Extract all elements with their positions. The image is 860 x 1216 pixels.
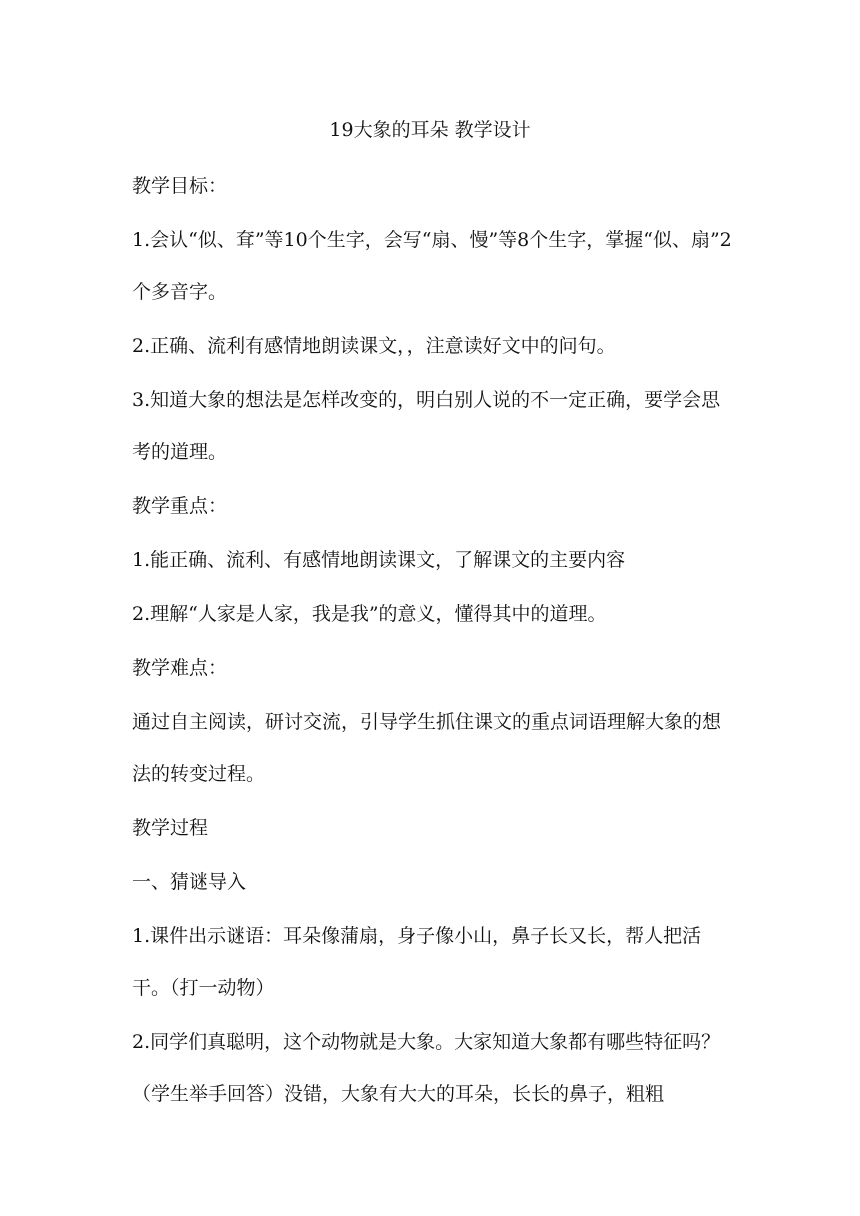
step-heading-riddle-intro: 一、猜谜导入 bbox=[132, 871, 247, 893]
key-point-2: 2.理解“人家是人家，我是我”的意义，懂得其中的道理。 bbox=[132, 603, 607, 625]
step-2: 2.同学们真聪明，这个动物就是大象。大家知道大象都有哪些特征吗？（学生举手回答）没错，大象有大大的耳朵，长长的鼻子，粗粗 bbox=[132, 1031, 721, 1105]
document-body bbox=[132, 171, 732, 1133]
section-heading-process: 教学过程 bbox=[132, 817, 209, 839]
objective-2: 2.正确、流利有感情地朗读课文，，注意读好文中的问句。 bbox=[132, 335, 616, 357]
objective-1: 1.会认“似、耷”等10个生字，会写“扇、慢”等8个生字，掌握“似、扇”2个多音字。 bbox=[132, 229, 732, 303]
section-heading-objectives: 教学目标： bbox=[132, 175, 228, 197]
section-heading-key-points: 教学重点： bbox=[132, 495, 228, 517]
section-heading-difficulties: 教学难点： bbox=[132, 657, 228, 679]
objective-3: 3.知道大象的想法是怎样改变的，明白别人说的不一定正确，要学会思考的道理。 bbox=[132, 389, 721, 463]
difficulty-text: 通过自主阅读，研讨交流，引导学生抓住课文的重点词语理解大象的想法的转变过程。 bbox=[132, 711, 722, 785]
step-1: 1.课件出示谜语：耳朵像蒲扇，身子像小山，鼻子长又长，帮人把活干。（打一动物） bbox=[132, 925, 702, 999]
document-title: 19大象的耳朵 教学设计 bbox=[329, 119, 531, 141]
key-point-1: 1.能正确、流利、有感情地朗读课文，了解课文的主要内容 bbox=[132, 549, 626, 571]
